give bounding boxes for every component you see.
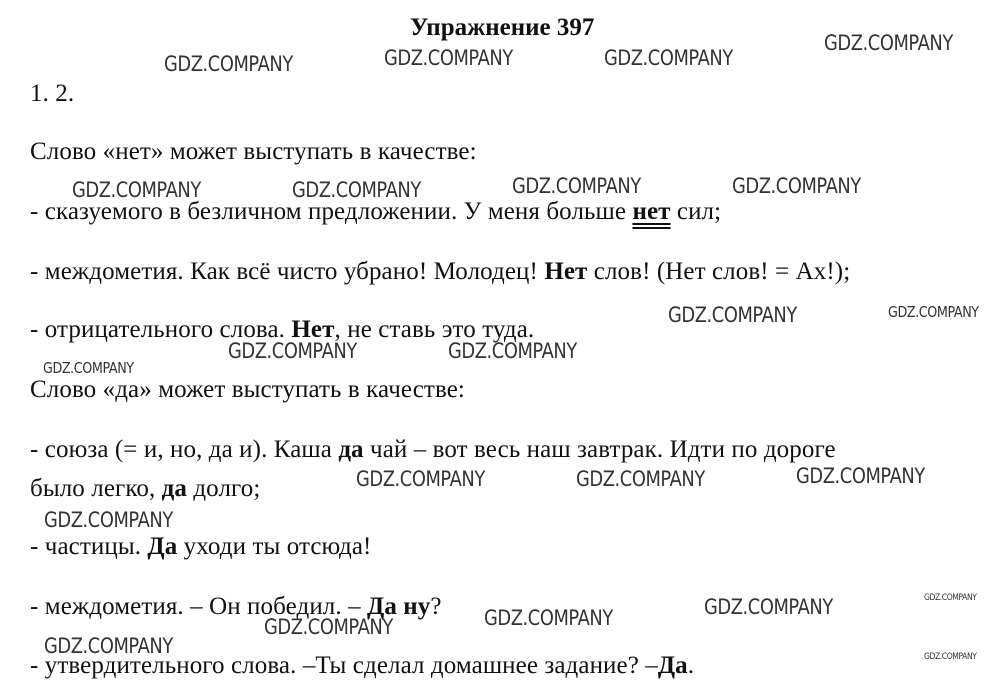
da-item-affirmative-keyword: Да: [657, 652, 688, 679]
watermark: GDZ.COMPANY: [924, 593, 977, 603]
watermark: GDZ.COMPANY: [604, 46, 733, 70]
da-item-particle: [30, 533, 371, 561]
watermark: GDZ.COMPANY: [484, 606, 613, 630]
net-item-negation-tail: , не ставь это туда.: [334, 316, 535, 343]
watermark: GDZ.COMPANY: [43, 359, 134, 377]
da-item-interjection-tail: ?: [430, 593, 442, 620]
da-item-conjunction-cont-tail: долго;: [187, 475, 261, 502]
da-item-particle-text: - частицы.: [30, 533, 148, 560]
da-item-conjunction: [30, 436, 836, 464]
watermark: GDZ.COMPANY: [796, 464, 925, 488]
net-item-predicate-keyword: нет: [632, 198, 671, 225]
da-item-conjunction-cont: [30, 475, 260, 503]
watermark: GDZ.COMPANY: [384, 46, 513, 70]
task-numbers: 1. 2.: [30, 80, 75, 107]
da-item-conjunction-keyword: да: [338, 436, 364, 463]
watermark: GDZ.COMPANY: [924, 652, 977, 662]
watermark: GDZ.COMPANY: [576, 467, 705, 491]
watermark: GDZ.COMPANY: [356, 467, 485, 491]
watermark: GDZ.COMPANY: [732, 174, 861, 198]
net-item-interjection: [30, 258, 850, 286]
da-item-conjunction-text: - союза (= и, но, да и). Каша: [30, 436, 339, 463]
watermark: GDZ.COMPANY: [888, 303, 979, 321]
da-item-interjection-keyword: Да ну: [367, 593, 431, 620]
watermark: GDZ.COMPANY: [824, 31, 953, 55]
net-item-predicate-tail: сил;: [670, 198, 722, 225]
da-item-interjection-text: - междометия. – Он победил. –: [30, 593, 368, 620]
da-item-affirmative-text: - утвердительного слова. –Ты сделал домашнее задание? –: [30, 652, 658, 679]
watermark: GDZ.COMPANY: [512, 174, 641, 198]
watermark: GDZ.COMPANY: [704, 595, 833, 619]
net-heading: Слово «нет» может выступать в качестве:: [30, 138, 477, 165]
da-item-conjunction-cont-text: было легко,: [30, 475, 162, 502]
da-item-conjunction-tail: чай – вот весь наш завтрак. Идти по дороге: [363, 436, 836, 463]
net-item-interjection-keyword: Нет: [544, 258, 588, 285]
watermark: GDZ.COMPANY: [44, 508, 173, 532]
net-item-negation-keyword: Нет: [291, 316, 335, 343]
watermark: GDZ.COMPANY: [44, 634, 173, 658]
watermark: GDZ.COMPANY: [292, 178, 421, 202]
watermark: GDZ.COMPANY: [72, 178, 201, 202]
watermark: GDZ.COMPANY: [164, 52, 293, 76]
da-item-conjunction-cont-keyword: да: [161, 475, 188, 502]
watermark: GDZ.COMPANY: [448, 339, 577, 363]
watermark: GDZ.COMPANY: [668, 303, 797, 327]
da-item-particle-tail: уходи ты отсюда!: [177, 533, 372, 560]
da-heading: Слово «да» может выступать в качестве:: [30, 376, 465, 403]
da-item-affirmative-tail: .: [687, 652, 695, 679]
net-item-negation-text: - отрицательного слова.: [30, 316, 292, 343]
net-item-interjection-tail: слов! (Нет слов! = Ах!);: [587, 258, 851, 285]
net-item-predicate: [30, 198, 721, 226]
page-title: Упражнение 397: [410, 14, 595, 41]
net-item-interjection-text: - междометия. Как всё чисто убрано! Молодец!: [30, 258, 545, 285]
watermark: GDZ.COMPANY: [264, 615, 393, 639]
watermark: GDZ.COMPANY: [228, 339, 357, 363]
net-item-predicate-text: - сказуемого в безличном предложении. У меня больше: [30, 198, 633, 225]
da-item-particle-keyword: Да: [147, 533, 178, 560]
